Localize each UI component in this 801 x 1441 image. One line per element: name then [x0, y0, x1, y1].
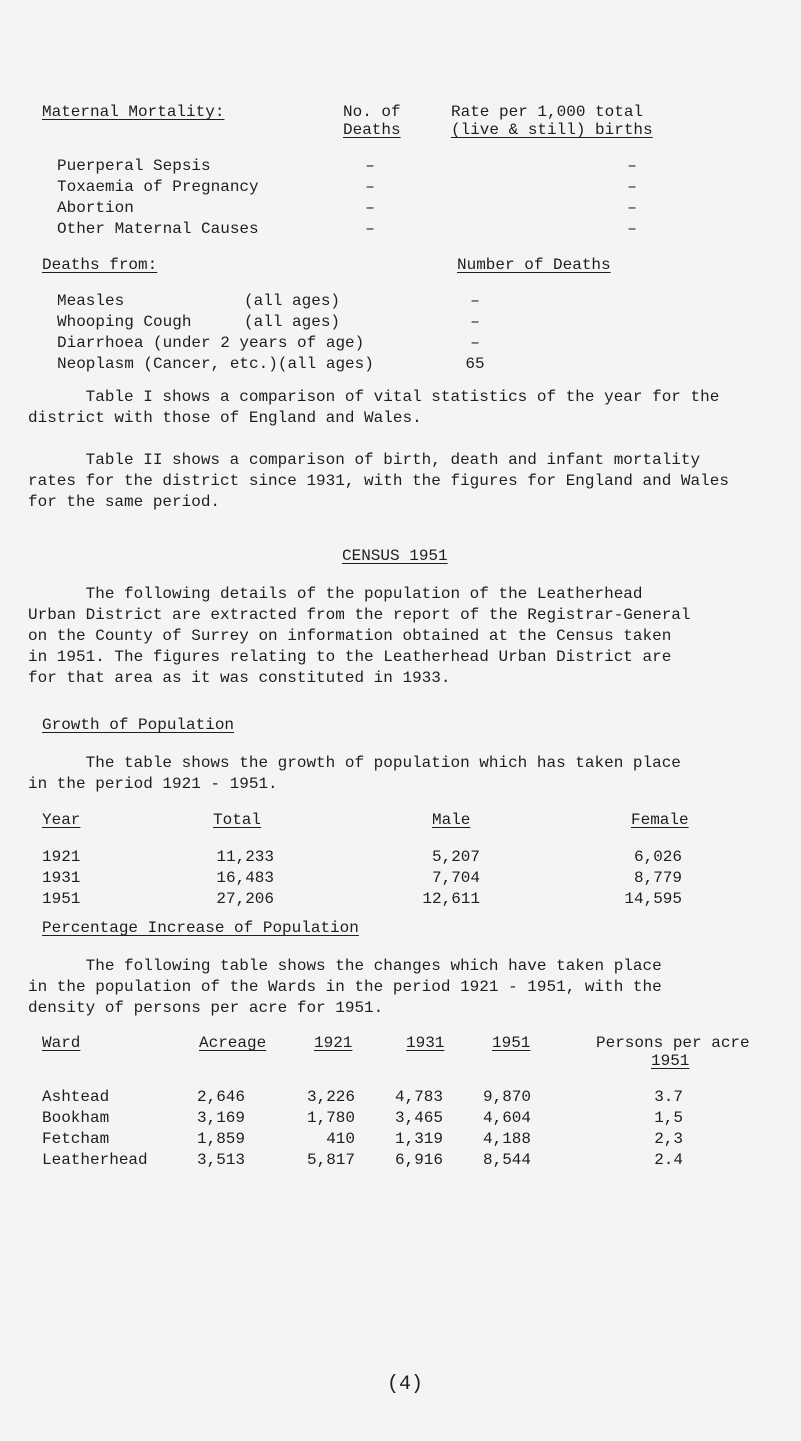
deaths-col-header-2: Deaths — [343, 121, 401, 139]
growth-header-male: Male — [432, 811, 471, 829]
rate-col-header-1: Rate per 1,000 total — [451, 103, 644, 121]
deaths-col-header-1: No. of — [343, 103, 401, 121]
maternal-cause-label: Puerperal Sepsis — [57, 157, 211, 175]
ward-1921-cell: 5,817 — [306, 1151, 355, 1169]
growth-female-cell: 14,595 — [624, 890, 682, 908]
ward-acreage-cell: 1,859 — [196, 1130, 245, 1148]
maternal-rate-value: – — [627, 178, 637, 196]
maternal-rate-value: – — [627, 199, 637, 217]
deaths-from-heading: Deaths from: — [42, 256, 158, 274]
wards-header-1921: 1921 — [314, 1034, 353, 1052]
ward-1931-cell: 3,465 — [394, 1109, 443, 1127]
deaths-count-value: – — [470, 334, 480, 352]
ward-1921-cell: 410 — [326, 1130, 355, 1148]
number-of-deaths-header: Number of Deaths — [457, 256, 611, 274]
wards-header-acreage: Acreage — [199, 1034, 267, 1052]
ward-name-cell: Ashtead — [42, 1088, 110, 1106]
maternal-cause-label: Other Maternal Causes — [57, 220, 259, 238]
growth-year-cell: 1921 — [42, 848, 81, 866]
table-one-paragraph: Table I shows a comparison of vital statistics of the year for the district with those of England and Wales. — [28, 388, 720, 427]
growth-header-total: Total — [213, 811, 262, 829]
rate-col-header-2: (live & still) births — [451, 121, 653, 139]
census-paragraph: The following details of the population of the Leatherhead Urban District are extracted from the report of the Registrar-General on the County of Surrey on information obtained at the Census taken in 1951. The figures relating to the Leatherhead Urban District are for that area as it was constituted in 1933. — [28, 585, 691, 687]
growth-male-cell: 5,207 — [431, 848, 480, 866]
growth-total-cell: 11,233 — [216, 848, 274, 866]
ward-acreage-cell: 3,169 — [196, 1109, 245, 1127]
ward-density-cell: 2,3 — [654, 1130, 683, 1148]
deaths-cause-label: Diarrhoea (under 2 years of age) — [57, 334, 365, 352]
maternal-rate-value: – — [627, 157, 637, 175]
growth-paragraph: The table shows the growth of population which has taken place in the period 1921 - 1951. — [28, 754, 681, 793]
maternal-cause-label: Toxaemia of Pregnancy — [57, 178, 259, 196]
table-two-paragraph: Table II shows a comparison of birth, death and infant mortality rates for the district since 1931, with the figures for England and Wales for the same period. — [28, 451, 729, 511]
wards-header-density-year: 1951 — [651, 1052, 690, 1070]
growth-female-cell: 6,026 — [633, 848, 682, 866]
ward-1951-cell: 4,604 — [482, 1109, 531, 1127]
growth-female-cell: 8,779 — [633, 869, 682, 887]
ward-acreage-cell: 3,513 — [196, 1151, 245, 1169]
deaths-count-value: 65 — [465, 355, 485, 373]
maternal-deaths-value: – — [365, 220, 375, 238]
ward-acreage-cell: 2,646 — [196, 1088, 245, 1106]
wards-header-1931: 1931 — [406, 1034, 445, 1052]
maternal-heading: Maternal Mortality: — [42, 103, 225, 121]
growth-year-cell: 1951 — [42, 890, 81, 908]
ward-density-cell: 2.4 — [654, 1151, 683, 1169]
deaths-count-value: – — [470, 292, 480, 310]
growth-total-cell: 16,483 — [216, 869, 274, 887]
percentage-heading: Percentage Increase of Population — [42, 919, 359, 937]
census-heading: CENSUS 1951 — [342, 547, 448, 565]
deaths-cause-label: Whooping Cough — [57, 313, 192, 331]
maternal-deaths-value: – — [365, 157, 375, 175]
growth-male-cell: 12,611 — [422, 890, 480, 908]
ward-density-cell: 1,5 — [654, 1109, 683, 1127]
ward-1951-cell: 8,544 — [482, 1151, 531, 1169]
percentage-paragraph: The following table shows the changes which have taken place in the population of the Wards in the period 1921 - 1951, with the density of persons per acre for 1951. — [28, 957, 662, 1017]
ward-1951-cell: 4,188 — [482, 1130, 531, 1148]
growth-year-cell: 1931 — [42, 869, 81, 887]
maternal-rate-value: – — [627, 220, 637, 238]
maternal-deaths-value: – — [365, 178, 375, 196]
ward-1931-cell: 6,916 — [394, 1151, 443, 1169]
growth-header-year: Year — [42, 811, 81, 829]
deaths-cause-qualifier: (all ages) — [244, 313, 341, 331]
ward-1931-cell: 1,319 — [394, 1130, 443, 1148]
ward-density-cell: 3.7 — [654, 1088, 683, 1106]
ward-1921-cell: 3,226 — [306, 1088, 355, 1106]
maternal-deaths-value: – — [365, 199, 375, 217]
ward-1951-cell: 9,870 — [482, 1088, 531, 1106]
deaths-cause-label: Neoplasm (Cancer, etc.)(all ages) — [57, 355, 374, 373]
growth-heading: Growth of Population — [42, 716, 235, 734]
ward-name-cell: Bookham — [42, 1109, 110, 1127]
ward-1931-cell: 4,783 — [394, 1088, 443, 1106]
ward-name-cell: Leatherhead — [42, 1151, 148, 1169]
growth-header-female: Female — [631, 811, 689, 829]
wards-header-1951: 1951 — [492, 1034, 531, 1052]
growth-total-cell: 27,206 — [216, 890, 274, 908]
page-number: (4) — [387, 1373, 424, 1396]
deaths-count-value: – — [470, 313, 480, 331]
wards-header-ward: Ward — [42, 1034, 81, 1052]
ward-name-cell: Fetcham — [42, 1130, 110, 1148]
deaths-cause-qualifier: (all ages) — [244, 292, 341, 310]
ward-1921-cell: 1,780 — [306, 1109, 355, 1127]
wards-header-density: Persons per acre — [596, 1034, 750, 1052]
maternal-cause-label: Abortion — [57, 199, 134, 217]
growth-male-cell: 7,704 — [431, 869, 480, 887]
deaths-cause-label: Measles — [57, 292, 125, 310]
